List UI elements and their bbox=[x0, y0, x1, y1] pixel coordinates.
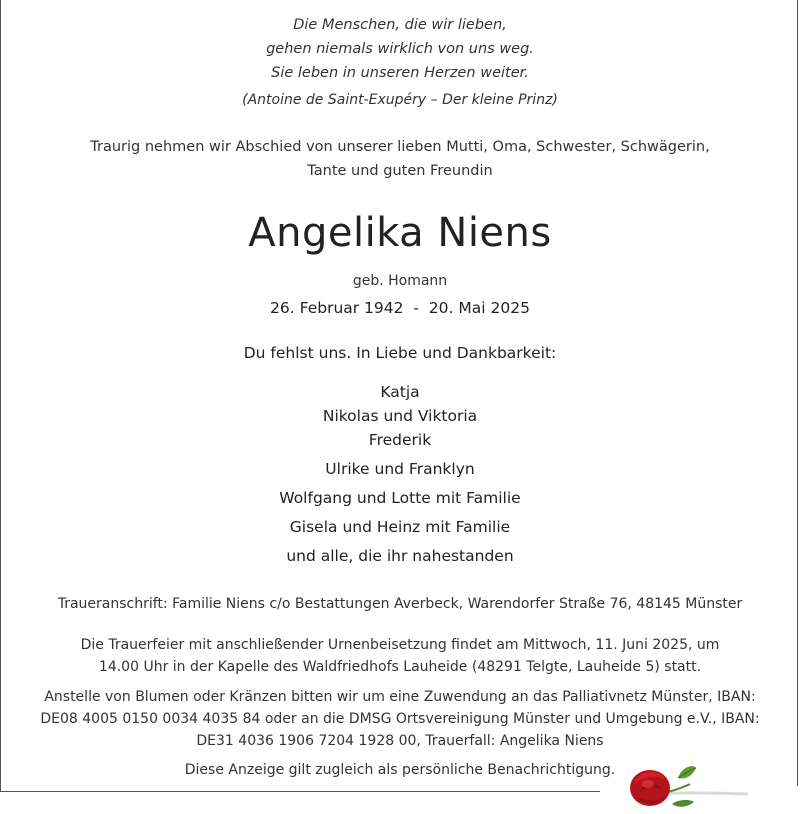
rose-icon bbox=[620, 760, 750, 810]
mourner-nikolas: Nikolas und Viktoria bbox=[322, 407, 478, 425]
donation-line-1: Anstelle von Blumen oder Kränzen bitten wir um eine Zuwendung an das Palliativnetz Münster, IBAN: bbox=[44, 689, 756, 705]
mourner-all: und alle, die ihr nahestanden bbox=[286, 547, 514, 565]
quote-line-1: Die Menschen, die wir lieben, bbox=[293, 17, 507, 33]
mourner-katja: Katja bbox=[380, 383, 420, 401]
farewell-line: Du fehlst uns. In Liebe und Dankbarkeit: bbox=[243, 344, 557, 362]
quote-line-2: gehen niemals wirklich von uns weg. bbox=[266, 41, 534, 57]
donation-line-3: DE31 4036 1906 7204 1928 00, Trauerfall: Angelika Niens bbox=[196, 733, 604, 749]
birth-name: geb. Homann bbox=[352, 273, 448, 289]
mourner-gisela: Gisela und Heinz mit Familie bbox=[289, 518, 511, 536]
life-dates: 26. Februar 1942 - 20. Mai 2025 bbox=[270, 299, 530, 317]
mourner-wolfgang: Wolfgang und Lotte mit Familie bbox=[279, 489, 521, 507]
notice-line: Diese Anzeige gilt zugleich als persönliche Benachrichtigung. bbox=[184, 762, 616, 778]
mourning-address: Traueranschrift: Familie Niens c/o Bestattungen Averbeck, Warendorfer Straße 76, 48145 Münster bbox=[57, 596, 743, 612]
intro-line-2: Tante und guten Freundin bbox=[307, 163, 493, 179]
mourner-ulrike: Ulrike und Franklyn bbox=[325, 460, 475, 478]
intro-line-1: Traurig nehmen wir Abschied von unserer lieben Mutti, Oma, Schwester, Schwägerin, bbox=[90, 139, 710, 155]
mourner-frederik: Frederik bbox=[368, 431, 432, 449]
donation-line-2: DE08 4005 0150 0034 4035 84 oder an die DMSG Ortsvereinigung Münster und Umgebung e.V., IBAN: bbox=[40, 711, 760, 727]
quote-line-3: Sie leben in unseren Herzen weiter. bbox=[271, 65, 529, 81]
quote-source: (Antoine de Saint-Exupéry – Der kleine Prinz) bbox=[242, 92, 558, 108]
deceased-name: Angelika Niens bbox=[248, 210, 552, 256]
ceremony-line-2: 14.00 Uhr in der Kapelle des Waldfriedhofs Lauheide (48291 Telgte, Lauheide 5) statt. bbox=[98, 659, 702, 675]
ceremony-line-1: Die Trauerfeier mit anschließender Urnenbeisetzung findet am Mittwoch, 11. Juni 2025, um bbox=[80, 637, 720, 653]
